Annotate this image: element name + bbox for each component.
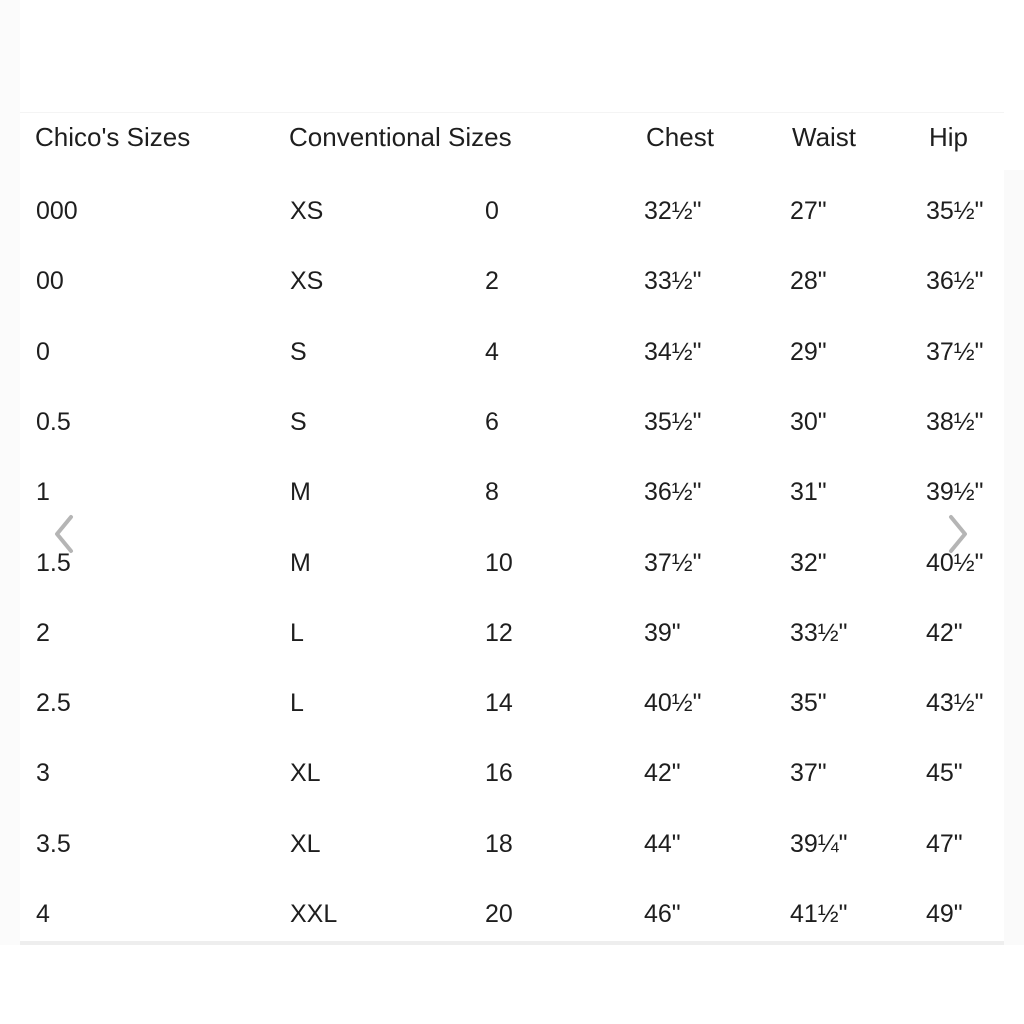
- previous-button[interactable]: [44, 508, 84, 560]
- cell-hip: 40½": [926, 549, 984, 577]
- cell-chicos: 3: [36, 759, 50, 787]
- next-button[interactable]: [938, 508, 978, 560]
- cell-hip: 37½": [926, 338, 984, 366]
- cell-waist: 39¼": [790, 830, 848, 858]
- cell-waist: 33½": [790, 619, 848, 647]
- cell-chicos: 00: [36, 267, 64, 295]
- cell-letter: S: [290, 338, 307, 366]
- cell-chicos: 0: [36, 338, 50, 366]
- cell-hip: 35½": [926, 197, 984, 225]
- cell-hip: 45": [926, 759, 963, 787]
- cell-waist: 27": [790, 197, 827, 225]
- cell-chest: 39": [644, 619, 681, 647]
- cell-chicos: 2: [36, 619, 50, 647]
- header-hip: Hip: [929, 122, 969, 152]
- cell-waist: 41½": [790, 900, 848, 928]
- cell-chicos: 4: [36, 900, 50, 928]
- cell-chest: 33½": [644, 267, 702, 295]
- cell-waist: 29": [790, 338, 827, 366]
- cell-number: 0: [485, 197, 499, 225]
- cell-number: 6: [485, 408, 499, 436]
- cell-chest: 42": [644, 759, 681, 787]
- cell-number: 12: [485, 619, 513, 647]
- cell-letter: XS: [290, 197, 324, 225]
- cell-chicos: 2.5: [36, 689, 71, 717]
- cell-letter: XL: [290, 830, 321, 858]
- header-chest: Chest: [646, 122, 714, 152]
- cell-chest: 46": [644, 900, 681, 928]
- cell-waist: 35": [790, 689, 827, 717]
- cell-number: 16: [485, 759, 513, 787]
- cell-number: 14: [485, 689, 513, 717]
- cell-chest: 34½": [644, 338, 702, 366]
- header-conventional-sizes: Conventional Sizes: [289, 122, 512, 152]
- cell-chest: 40½": [644, 689, 702, 717]
- cell-waist: 30": [790, 408, 827, 436]
- cell-letter: L: [290, 619, 304, 647]
- cell-letter: XXL: [290, 900, 338, 928]
- cell-number: 20: [485, 900, 513, 928]
- cell-chest: 44": [644, 830, 681, 858]
- cell-hip: 43½": [926, 689, 984, 717]
- chevron-right-icon: [945, 512, 971, 556]
- header-waist: Waist: [792, 122, 857, 152]
- cell-number: 10: [485, 549, 513, 577]
- cell-chicos: 1.5: [36, 549, 71, 577]
- cell-waist: 31": [790, 478, 827, 506]
- cell-hip: 39½": [926, 478, 984, 506]
- chevron-left-icon: [51, 512, 77, 556]
- cell-hip: 36½": [926, 267, 984, 295]
- left-edge-shade: [0, 0, 20, 945]
- cell-letter: L: [290, 689, 304, 717]
- cell-hip: 49": [926, 900, 963, 928]
- cell-number: 18: [485, 830, 513, 858]
- cell-chest: 37½": [644, 549, 702, 577]
- cell-letter: M: [290, 549, 311, 577]
- cell-chicos: 000: [36, 197, 78, 225]
- cell-waist: 37": [790, 759, 827, 787]
- cell-chest: 36½": [644, 478, 702, 506]
- cell-chicos: 1: [36, 478, 50, 506]
- cell-number: 8: [485, 478, 499, 506]
- panel-top-band: [20, 0, 1004, 113]
- cell-number: 4: [485, 338, 499, 366]
- cell-chest: 32½": [644, 197, 702, 225]
- cell-number: 2: [485, 267, 499, 295]
- cell-waist: 28": [790, 267, 827, 295]
- cell-chicos: 3.5: [36, 830, 71, 858]
- cell-waist: 32": [790, 549, 827, 577]
- cell-hip: 38½": [926, 408, 984, 436]
- cell-chest: 35½": [644, 408, 702, 436]
- right-edge-shade: [1004, 170, 1024, 945]
- cell-letter: M: [290, 478, 311, 506]
- cell-hip: 47": [926, 830, 963, 858]
- cell-letter: XL: [290, 759, 321, 787]
- cell-letter: S: [290, 408, 307, 436]
- cell-chicos: 0.5: [36, 408, 71, 436]
- header-chicos-sizes: Chico's Sizes: [35, 122, 191, 152]
- cell-letter: XS: [290, 267, 324, 295]
- cell-hip: 42": [926, 619, 963, 647]
